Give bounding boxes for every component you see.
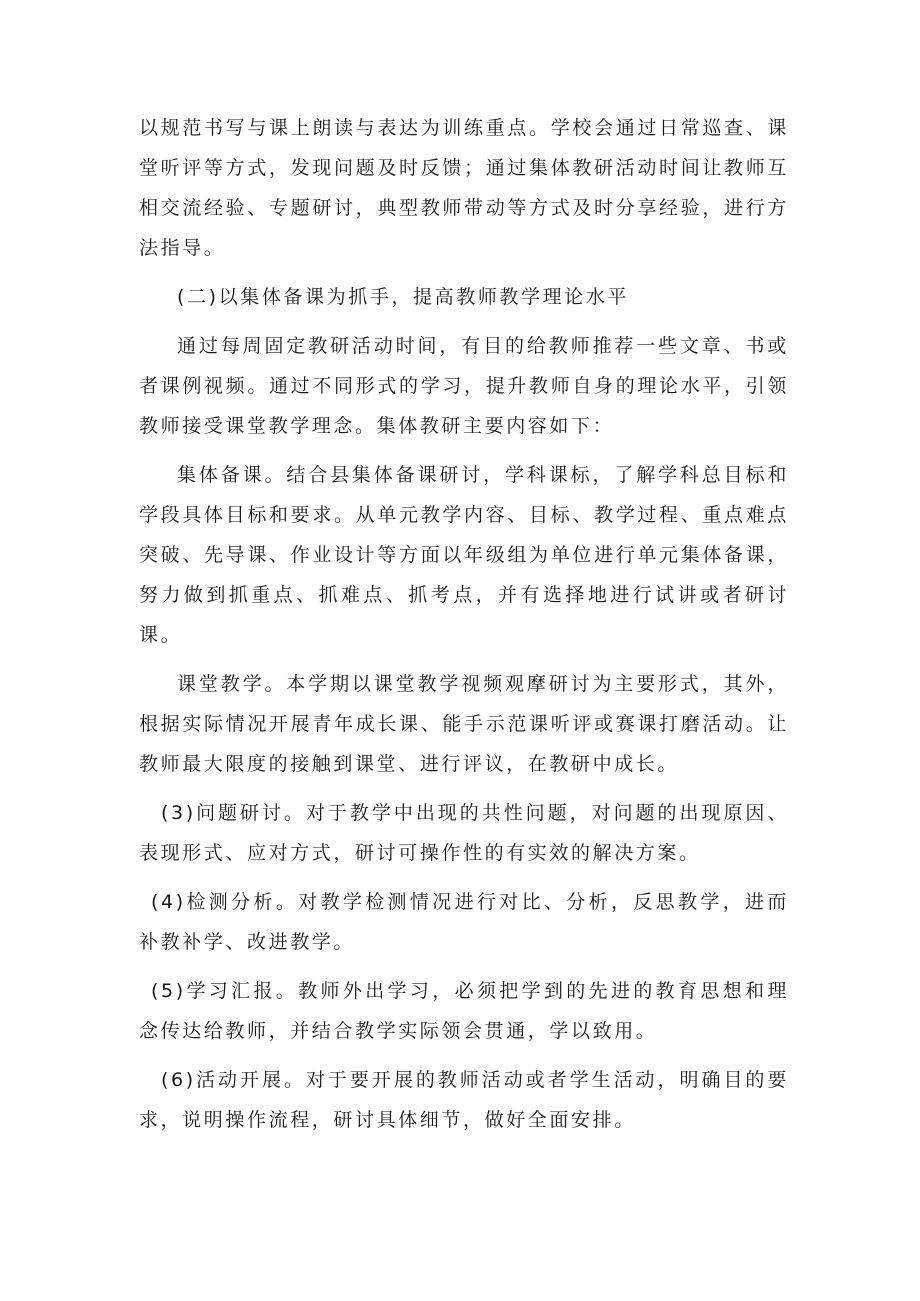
paragraph-classroom-teaching: 课堂教学。本学期以课堂教学视频观摩研讨为主要形式，其外，根据实际情况开展青年成长课、能手示范课听评或赛课打磨活动。让教师最大限度的接触到课堂、进行评议，在教研中成长。 [139, 673, 789, 775]
paragraph-item-6: (6)活动开展。对于要开展的教师活动或者学生活动，明确目的要求，说明操作流程，研讨具体细节，做好全面安排。 [139, 1069, 789, 1131]
document-body [139, 108, 789, 1149]
paragraph-item-3: (3)问题研讨。对于教学中出现的共性问题，对问题的出现原因、表现形式、应对方式，研讨可操作性的有实效的解决方案。 [139, 802, 789, 864]
paragraph-intro: 通过每周固定教研活动时间，有目的给教师推荐一些文章、书或者课例视频。通过不同形式的学习，提升教师自身的理论水平，引领教师接受课堂教学理念。集体教研主要内容如下： [139, 335, 789, 437]
paragraph-continued: 以规范书写与课上朗读与表达为训练重点。学校会通过日常巡查、课堂听评等方式，发现问题及时反馈；通过集体教研活动时间让教师互相交流经验、专题研讨，典型教师带动等方式及时分享经验，进行方法指导。 [139, 117, 789, 259]
section-heading-2: (二)以集体备课为抓手，提高教师教学理论水平 [177, 286, 630, 308]
paragraph-item-4: (4)检测分析。对教学检测情况进行对比、分析，反思教学，进而补教补学、改进教学。 [139, 891, 789, 953]
paragraph-item-5: (5)学习汇报。教师外出学习，必须把学到的先进的教育思想和理念传达给教师，并结合教学实际领会贯通，学以致用。 [139, 980, 789, 1042]
paragraph-collective-lesson-prep: 集体备课。结合县集体备课研讨，学科课标，了解学科总目标和学段具体目标和要求。从单元教学内容、目标、教学过程、重点难点突破、先导课、作业设计等方面以年级组为单位进行单元集体备课，努力做到抓重点、抓难点、抓考点，并有选择地进行试讲或者研讨课。 [139, 464, 789, 646]
